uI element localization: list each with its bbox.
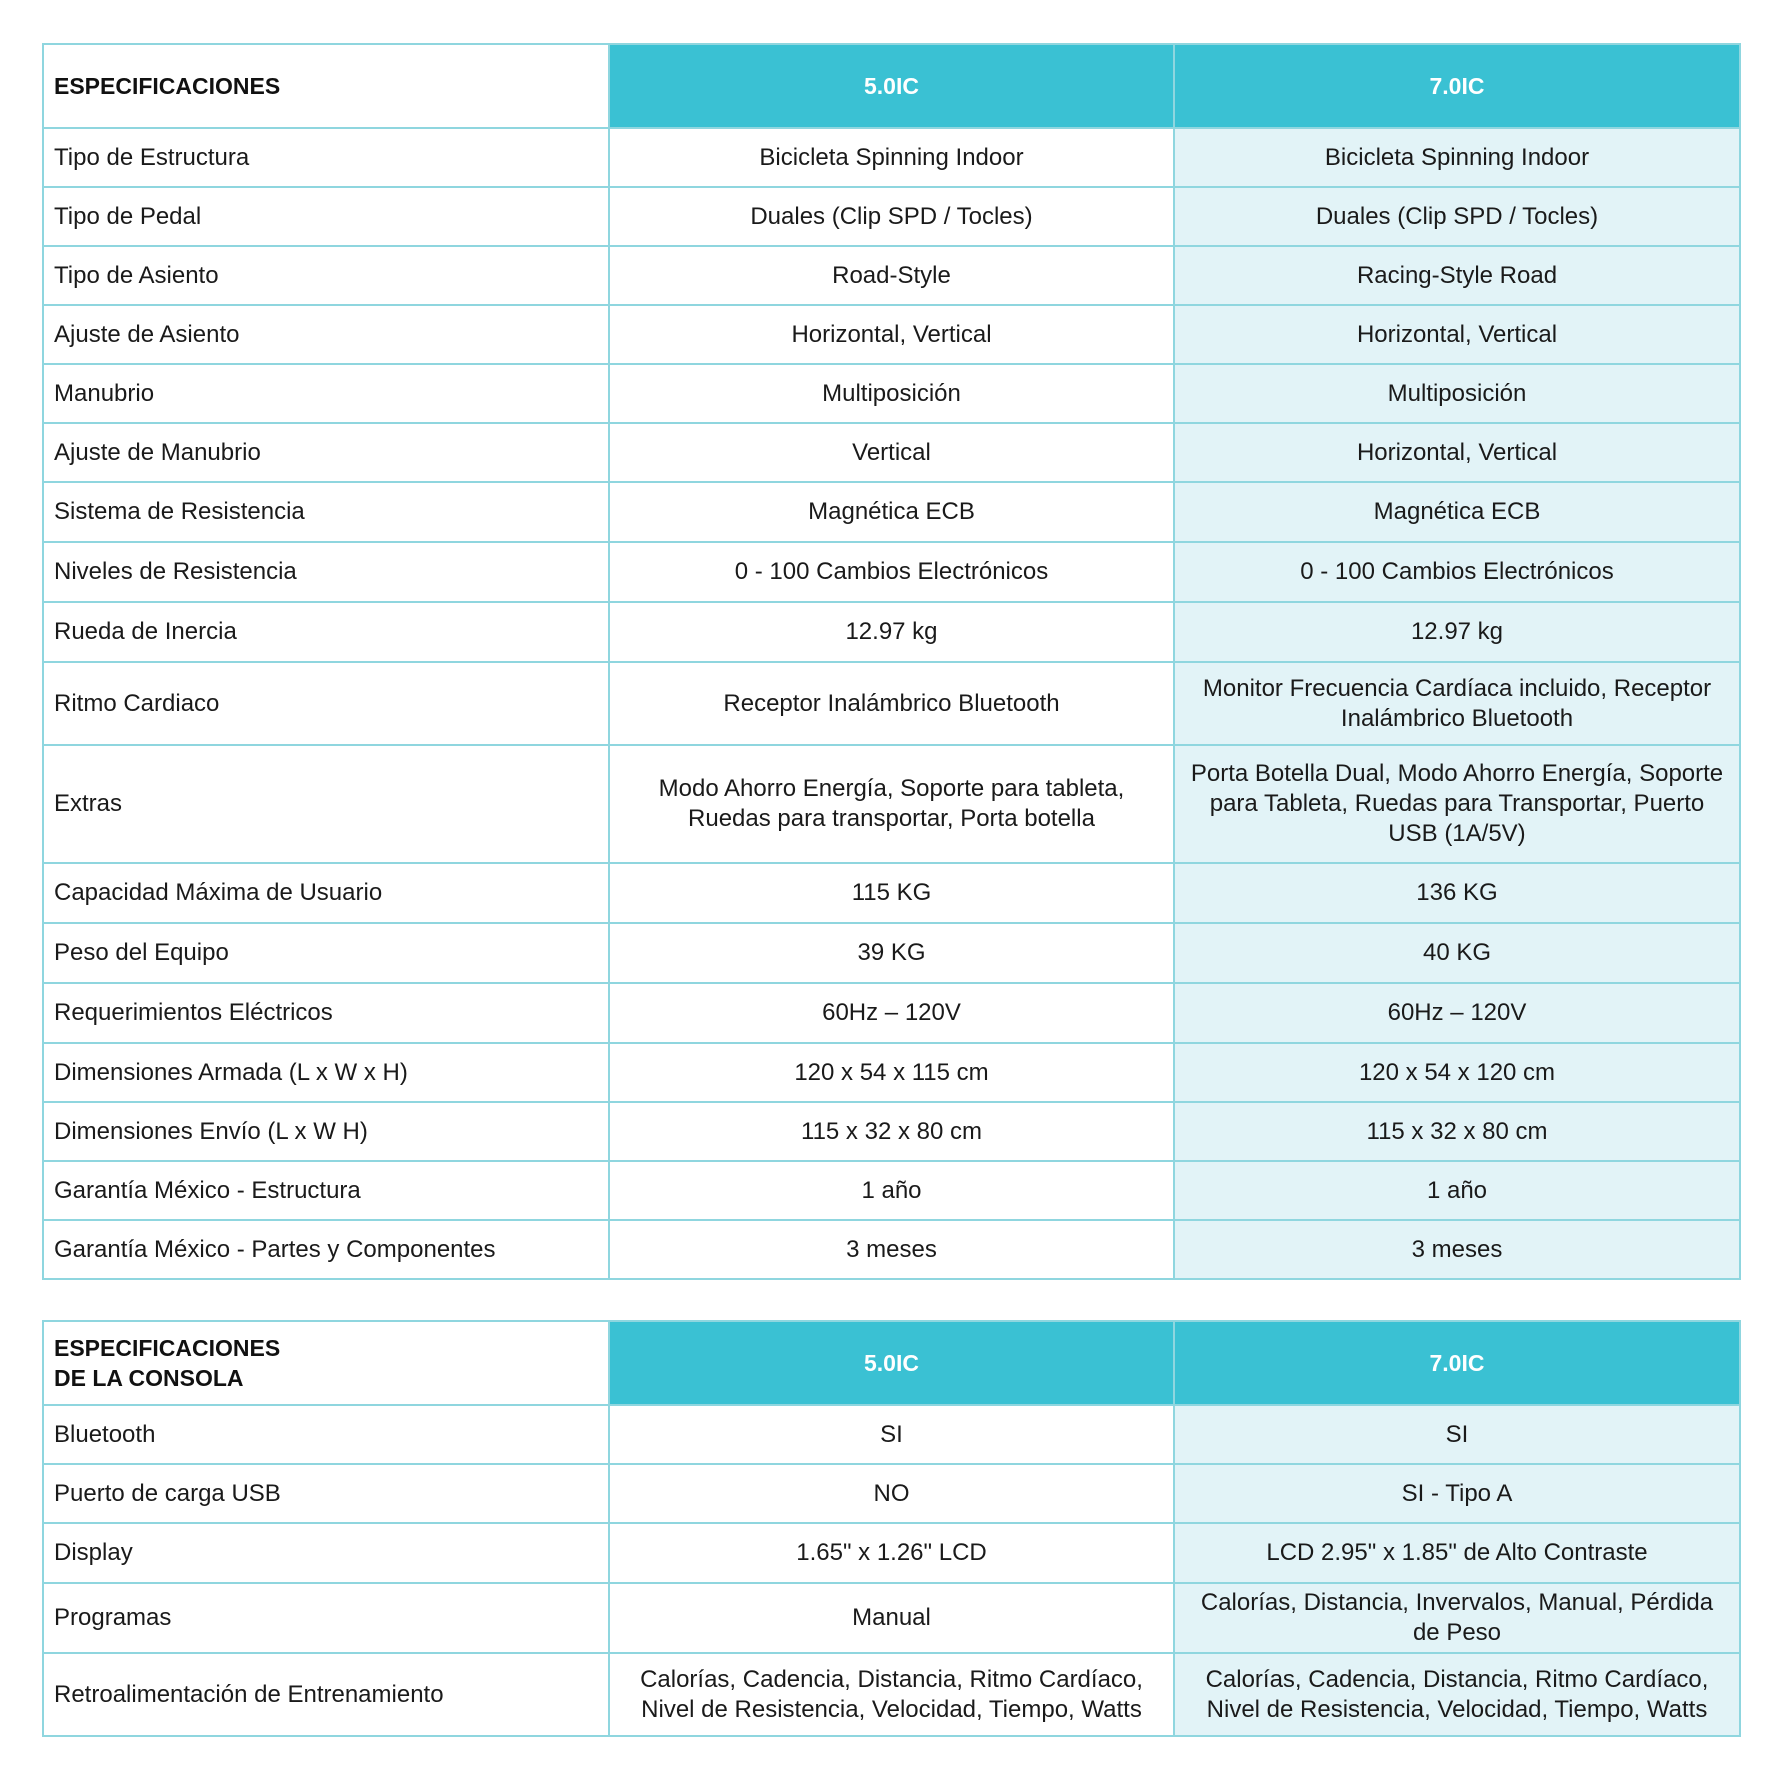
spec-label: Ritmo Cardiaco [43, 662, 609, 745]
spec-label: Retroalimentación de Entrenamiento [43, 1653, 609, 1736]
spec-value-5-0ic: Modo Ahorro Energía, Soporte para tableta, Ruedas para transportar, Porta botella [609, 745, 1174, 863]
table-row [43, 1220, 1740, 1279]
table-row [43, 187, 1740, 246]
spec-value-5-0ic: 12.97 kg [609, 602, 1174, 662]
table-row [43, 1653, 1740, 1736]
spec-label: Capacidad Máxima de Usuario [43, 863, 609, 923]
table-row [43, 983, 1740, 1043]
spec-value-5-0ic: Duales (Clip SPD / Tocles) [609, 187, 1174, 246]
spec-value-7-0ic: Calorías, Cadencia, Distancia, Ritmo Cardíaco, Nivel de Resistencia, Velocidad, Tiempo, Watts [1174, 1653, 1740, 1736]
spec-value-7-0ic: 136 KG [1174, 863, 1740, 923]
spec-value-7-0ic: Magnética ECB [1174, 482, 1740, 542]
spec-label: Garantía México - Partes y Componentes [43, 1220, 609, 1279]
spec-value-5-0ic: 115 KG [609, 863, 1174, 923]
table-row [43, 745, 1740, 863]
table-row [43, 1161, 1740, 1220]
spec-value-5-0ic: Calorías, Cadencia, Distancia, Ritmo Cardíaco, Nivel de Resistencia, Velocidad, Tiempo, Watts [609, 1653, 1174, 1736]
spec-value-5-0ic: Bicicleta Spinning Indoor [609, 128, 1174, 187]
model-5-0ic-heading: 5.0IC [609, 1321, 1174, 1405]
spec-value-5-0ic: Receptor Inalámbrico Bluetooth [609, 662, 1174, 745]
spec-value-7-0ic: 3 meses [1174, 1220, 1740, 1279]
table-row [43, 364, 1740, 423]
spec-value-7-0ic: 60Hz – 120V [1174, 983, 1740, 1043]
spec-value-7-0ic: 1 año [1174, 1161, 1740, 1220]
spec-value-7-0ic: Porta Botella Dual, Modo Ahorro Energía, Soporte para Tableta, Ruedas para Transportar, Puerto USB (1A/5V) [1174, 745, 1740, 863]
table-row [43, 1523, 1740, 1583]
table-row [43, 482, 1740, 542]
spec-value-5-0ic: 0 - 100 Cambios Electrónicos [609, 542, 1174, 602]
spec-value-5-0ic: Horizontal, Vertical [609, 305, 1174, 364]
spec-label: Ajuste de Asiento [43, 305, 609, 364]
spec-value-7-0ic: 0 - 100 Cambios Electrónicos [1174, 542, 1740, 602]
spec-value-5-0ic: Multiposición [609, 364, 1174, 423]
spec-value-7-0ic: Duales (Clip SPD / Tocles) [1174, 187, 1740, 246]
table-row [43, 863, 1740, 923]
spec-value-7-0ic: Horizontal, Vertical [1174, 423, 1740, 482]
spec-value-7-0ic: Calorías, Distancia, Invervalos, Manual, Pérdida de Peso [1174, 1583, 1740, 1653]
table-row [43, 1583, 1740, 1653]
console-specifications-table [42, 1320, 1741, 1737]
heading-line-1: ESPECIFICACIONES [54, 1335, 281, 1361]
spec-value-7-0ic: Monitor Frecuencia Cardíaca incluido, Receptor Inalámbrico Bluetooth [1174, 662, 1740, 745]
model-7-0ic-heading: 7.0IC [1174, 1321, 1740, 1405]
specifications-table [42, 43, 1741, 1280]
heading-line-2: DE LA CONSOLA [54, 1365, 244, 1391]
spec-label: Peso del Equipo [43, 923, 609, 983]
spec-value-5-0ic: 3 meses [609, 1220, 1174, 1279]
spec-label: Tipo de Estructura [43, 128, 609, 187]
spec-value-7-0ic: Horizontal, Vertical [1174, 305, 1740, 364]
spec-value-5-0ic: 1 año [609, 1161, 1174, 1220]
spec-label: Niveles de Resistencia [43, 542, 609, 602]
table-row [43, 602, 1740, 662]
spec-value-7-0ic: Multiposición [1174, 364, 1740, 423]
table-header-row [43, 1321, 1740, 1405]
spec-label: Extras [43, 745, 609, 863]
spec-label: Dimensiones Armada (L x W x H) [43, 1043, 609, 1102]
model-5-0ic-heading: 5.0IC [609, 44, 1174, 128]
spec-value-7-0ic: SI - Tipo A [1174, 1464, 1740, 1523]
spec-value-7-0ic: 115 x 32 x 80 cm [1174, 1102, 1740, 1161]
spec-value-5-0ic: SI [609, 1405, 1174, 1464]
spec-value-7-0ic: Bicicleta Spinning Indoor [1174, 128, 1740, 187]
spec-label: Ajuste de Manubrio [43, 423, 609, 482]
spec-value-5-0ic: 120 x 54 x 115 cm [609, 1043, 1174, 1102]
spec-value-5-0ic: 115 x 32 x 80 cm [609, 1102, 1174, 1161]
table-row [43, 923, 1740, 983]
spec-label: Tipo de Asiento [43, 246, 609, 305]
spec-label: Display [43, 1523, 609, 1583]
spec-label: Tipo de Pedal [43, 187, 609, 246]
spec-value-5-0ic: 1.65" x 1.26" LCD [609, 1523, 1174, 1583]
spec-value-7-0ic: 40 KG [1174, 923, 1740, 983]
spec-value-5-0ic: NO [609, 1464, 1174, 1523]
spec-label: Dimensiones Envío (L x W H) [43, 1102, 609, 1161]
spec-label: Rueda de Inercia [43, 602, 609, 662]
spec-value-7-0ic: Racing-Style Road [1174, 246, 1740, 305]
spec-value-7-0ic: 12.97 kg [1174, 602, 1740, 662]
table-header-row [43, 44, 1740, 128]
table-row [43, 1043, 1740, 1102]
spec-value-7-0ic: LCD 2.95" x 1.85" de Alto Contraste [1174, 1523, 1740, 1583]
table-row [43, 542, 1740, 602]
table-row [43, 1405, 1740, 1464]
console-specifications-heading [43, 1321, 609, 1405]
table-row [43, 246, 1740, 305]
spec-label: Requerimientos Eléctricos [43, 983, 609, 1043]
spec-value-5-0ic: Magnética ECB [609, 482, 1174, 542]
spec-value-7-0ic: 120 x 54 x 120 cm [1174, 1043, 1740, 1102]
spec-label: Puerto de carga USB [43, 1464, 609, 1523]
table-row [43, 662, 1740, 745]
spec-label: Garantía México - Estructura [43, 1161, 609, 1220]
table-row [43, 1102, 1740, 1161]
spec-label: Manubrio [43, 364, 609, 423]
spec-value-5-0ic: Vertical [609, 423, 1174, 482]
table-row [43, 1464, 1740, 1523]
spec-value-5-0ic: Road-Style [609, 246, 1174, 305]
spec-label: Sistema de Resistencia [43, 482, 609, 542]
table-row [43, 128, 1740, 187]
spec-label: Bluetooth [43, 1405, 609, 1464]
spec-value-5-0ic: Manual [609, 1583, 1174, 1653]
spec-value-5-0ic: 39 KG [609, 923, 1174, 983]
spec-value-7-0ic: SI [1174, 1405, 1740, 1464]
spec-value-5-0ic: 60Hz – 120V [609, 983, 1174, 1043]
spec-label: Programas [43, 1583, 609, 1653]
table-row [43, 305, 1740, 364]
specifications-heading: ESPECIFICACIONES [43, 44, 609, 128]
table-row [43, 423, 1740, 482]
model-7-0ic-heading: 7.0IC [1174, 44, 1740, 128]
